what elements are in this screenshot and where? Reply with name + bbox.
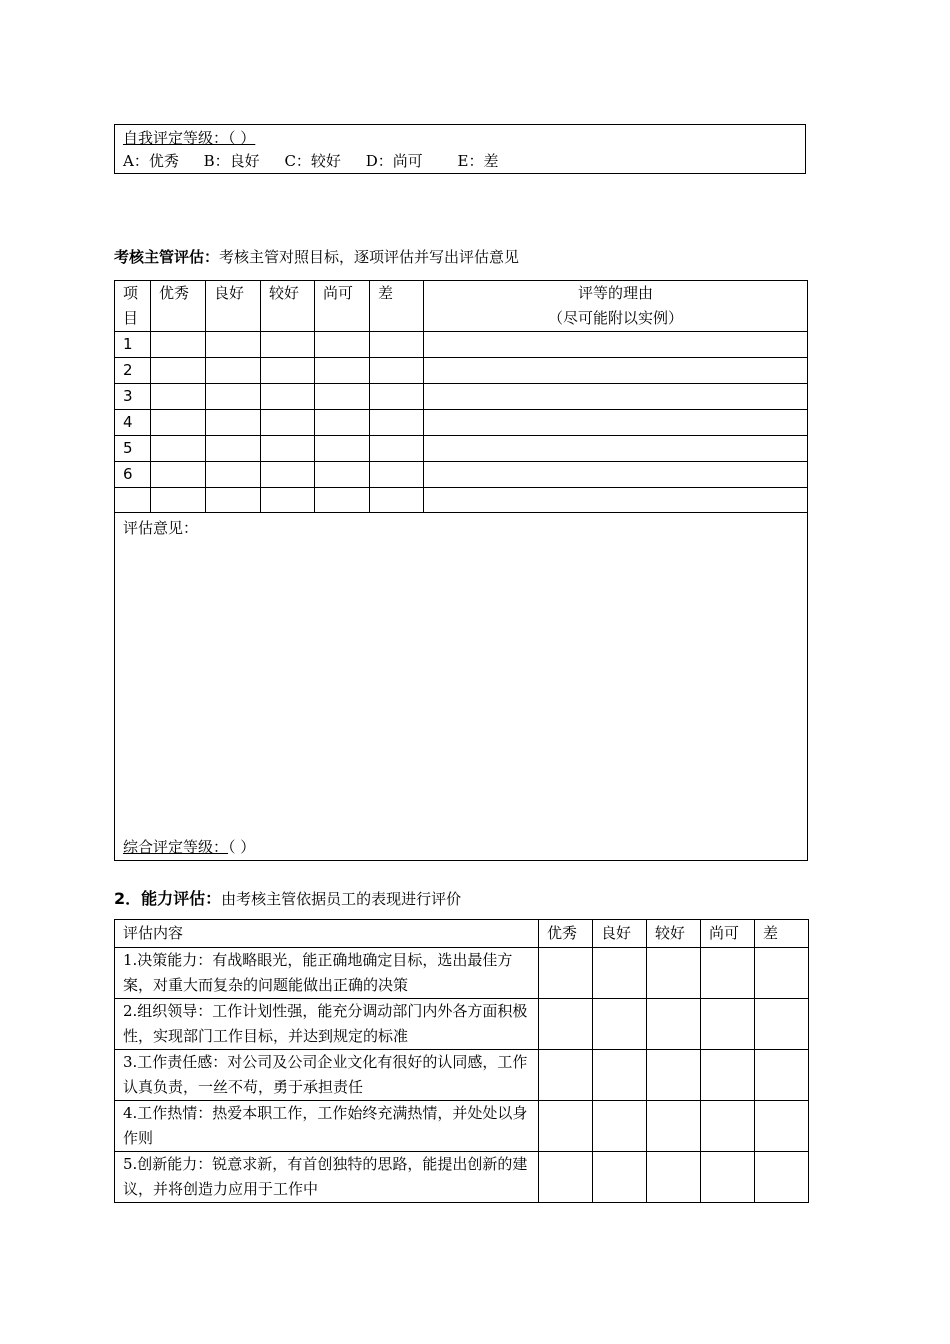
option-c: C：较好: [284, 152, 341, 170]
row-number: 6: [115, 462, 151, 488]
header-passable: 尚可: [315, 281, 370, 332]
ability-table: [114, 919, 809, 1203]
supervisor-heading: [114, 246, 519, 268]
table-row: [115, 384, 808, 410]
cell-passable[interactable]: [315, 410, 370, 436]
table-row: [115, 1152, 809, 1203]
cell-poor[interactable]: [370, 332, 424, 358]
cell-passable[interactable]: [315, 332, 370, 358]
row-number: 1: [115, 332, 151, 358]
header-excellent: 优秀: [539, 920, 593, 948]
cell-fair[interactable]: [261, 436, 315, 462]
header-poor: 差: [755, 920, 809, 948]
cell-fair[interactable]: [261, 488, 315, 513]
header-good: 良好: [206, 281, 261, 332]
ability-item-text: 3.工作责任感：对公司及公司企业文化有很好的认同感，工作认真负责，一丝不苟，勇于承担责任: [115, 1050, 539, 1101]
cell-excellent[interactable]: [539, 948, 593, 999]
cell-good[interactable]: [206, 410, 261, 436]
option-e: E：差: [457, 152, 499, 170]
self-rating-line: [123, 127, 797, 150]
header-item-line1: 项: [123, 284, 139, 302]
opinion-row: [115, 513, 808, 861]
ability-desc: 由考核主管依据员工的表现进行评价: [221, 890, 462, 908]
supervisor-desc: 考核主管对照目标，逐项评估并写出评估意见: [219, 248, 520, 266]
option-d: D：尚可: [365, 152, 423, 170]
cell-reason[interactable]: [424, 332, 808, 358]
cell-reason[interactable]: [424, 488, 808, 513]
cell-reason[interactable]: [424, 462, 808, 488]
option-a: A：优秀: [123, 152, 179, 170]
cell-poor[interactable]: [370, 436, 424, 462]
header-excellent: 优秀: [151, 281, 206, 332]
table-row: [115, 462, 808, 488]
header-reason-line1: 评等的理由: [577, 284, 653, 302]
cell-passable[interactable]: [315, 436, 370, 462]
cell-passable[interactable]: [701, 1152, 755, 1203]
cell-fair[interactable]: [261, 410, 315, 436]
row-number: 3: [115, 384, 151, 410]
cell-reason[interactable]: [424, 358, 808, 384]
table-row: [115, 410, 808, 436]
table-row: [115, 436, 808, 462]
cell-good[interactable]: [593, 948, 647, 999]
ability-item-text: 5.创新能力：锐意求新，有首创独特的思路，能提出创新的建议，并将创造力应用于工作中: [115, 1152, 539, 1203]
table-row: [115, 332, 808, 358]
cell-excellent[interactable]: [151, 488, 206, 513]
cell-passable[interactable]: [315, 384, 370, 410]
cell-poor[interactable]: [755, 948, 809, 999]
cell-excellent[interactable]: [151, 358, 206, 384]
opinion-label: 评估意见：: [123, 519, 199, 537]
header-fair: 较好: [261, 281, 315, 332]
cell-fair[interactable]: [647, 1050, 701, 1101]
cell-poor[interactable]: [755, 999, 809, 1050]
cell-excellent[interactable]: [151, 332, 206, 358]
opinion-cell[interactable]: [115, 513, 808, 861]
row-number: 5: [115, 436, 151, 462]
header-passable: 尚可: [701, 920, 755, 948]
cell-poor[interactable]: [370, 410, 424, 436]
header-fair: 较好: [647, 920, 701, 948]
cell-good[interactable]: [206, 436, 261, 462]
self-rating-options: [123, 150, 797, 173]
ability-heading: [114, 888, 461, 910]
ability-item-text: 4.工作热情：热爱本职工作，工作始终充满热情，并处处以身作则: [115, 1101, 539, 1152]
overall-rating-label: 综合评定等级：: [123, 838, 229, 856]
table-row: [115, 1101, 809, 1152]
cell-excellent[interactable]: [539, 999, 593, 1050]
ability-title: 能力评估：: [141, 889, 222, 908]
row-number: [115, 488, 151, 513]
cell-fair[interactable]: [261, 358, 315, 384]
self-rating-label: 自我评定等级：: [123, 129, 229, 147]
cell-fair[interactable]: [647, 1152, 701, 1203]
option-b: B：良好: [203, 152, 260, 170]
table-row: [115, 999, 809, 1050]
header-content: 评估内容: [115, 920, 539, 948]
cell-passable[interactable]: [701, 1050, 755, 1101]
cell-excellent[interactable]: [151, 384, 206, 410]
cell-fair[interactable]: [261, 462, 315, 488]
cell-passable[interactable]: [315, 488, 370, 513]
header-good: 良好: [593, 920, 647, 948]
cell-good[interactable]: [593, 999, 647, 1050]
self-rating-box: [114, 124, 806, 174]
cell-good[interactable]: [206, 358, 261, 384]
table-row: [115, 1050, 809, 1101]
cell-fair[interactable]: [261, 332, 315, 358]
cell-fair[interactable]: [647, 1101, 701, 1152]
overall-rating-bracket[interactable]: （ ）: [228, 838, 256, 856]
cell-passable[interactable]: [315, 462, 370, 488]
cell-poor[interactable]: [370, 358, 424, 384]
supervisor-title: 考核主管评估：: [114, 248, 220, 266]
cell-excellent[interactable]: [151, 410, 206, 436]
header-reason-line2: （尽可能附以实例）: [547, 309, 683, 327]
cell-passable[interactable]: [315, 358, 370, 384]
ability-header-row: [115, 920, 809, 948]
header-reason: [424, 281, 808, 332]
ability-number: 2．: [114, 889, 142, 908]
cell-fair[interactable]: [647, 948, 701, 999]
row-number: 2: [115, 358, 151, 384]
cell-poor[interactable]: [370, 462, 424, 488]
self-rating-bracket[interactable]: （ ）: [228, 129, 256, 147]
ability-item-text: 1.决策能力：有战略眼光，能正确地确定目标，选出最佳方案，对重大而复杂的问题能做出正确的决策: [115, 948, 539, 999]
cell-good[interactable]: [593, 1101, 647, 1152]
cell-fair[interactable]: [261, 384, 315, 410]
row-number: 4: [115, 410, 151, 436]
supervisor-header-row: [115, 281, 808, 332]
cell-fair[interactable]: [647, 999, 701, 1050]
header-item-line2: 目: [123, 309, 139, 327]
overall-rating-line: [123, 835, 255, 860]
cell-poor[interactable]: [370, 488, 424, 513]
table-row: [115, 948, 809, 999]
cell-excellent[interactable]: [539, 1101, 593, 1152]
cell-good[interactable]: [206, 332, 261, 358]
cell-reason[interactable]: [424, 436, 808, 462]
cell-good[interactable]: [206, 462, 261, 488]
cell-good[interactable]: [593, 1050, 647, 1101]
table-row: [115, 358, 808, 384]
cell-poor[interactable]: [755, 1050, 809, 1101]
ability-item-text: 2.组织领导：工作计划性强，能充分调动部门内外各方面积极性，实现部门工作目标，并达到规定的标准: [115, 999, 539, 1050]
cell-poor[interactable]: [370, 384, 424, 410]
cell-poor[interactable]: [755, 1152, 809, 1203]
cell-good[interactable]: [206, 384, 261, 410]
cell-passable[interactable]: [701, 999, 755, 1050]
cell-excellent[interactable]: [151, 462, 206, 488]
cell-reason[interactable]: [424, 410, 808, 436]
cell-good[interactable]: [593, 1152, 647, 1203]
cell-reason[interactable]: [424, 384, 808, 410]
header-item: [115, 281, 151, 332]
cell-excellent[interactable]: [539, 1050, 593, 1101]
cell-good[interactable]: [206, 488, 261, 513]
cell-passable[interactable]: [701, 1101, 755, 1152]
cell-excellent[interactable]: [151, 436, 206, 462]
supervisor-table: [114, 280, 808, 861]
cell-passable[interactable]: [701, 948, 755, 999]
cell-excellent[interactable]: [539, 1152, 593, 1203]
header-poor: 差: [370, 281, 424, 332]
cell-poor[interactable]: [755, 1101, 809, 1152]
table-row: [115, 488, 808, 513]
